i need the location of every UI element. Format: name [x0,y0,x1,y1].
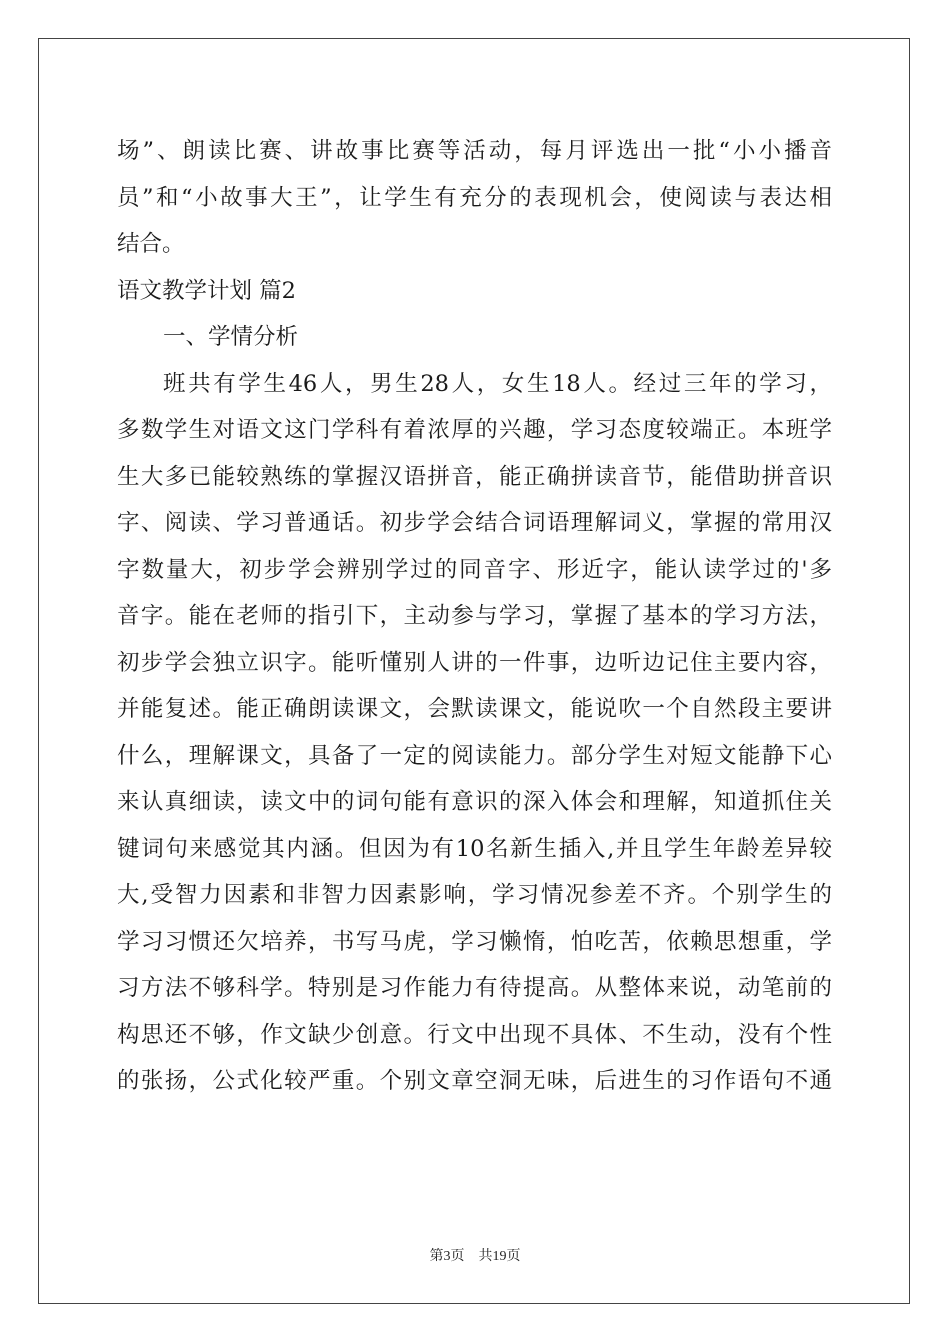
text-line: 的张扬，公式化较严重。个别文章空洞无味，后进生的习作语句不通 [117,1068,832,1094]
section-title: 语文教学计划 篇2 [117,277,296,304]
text-line: 键词句来感觉其内涵。但因为有10名新生插入,并且学生年龄差异较 [117,835,832,862]
text-line: 学习习惯还欠培养，书写马虎，学习懒惰，怕吃苦，依赖思想重，学 [117,928,832,955]
text-line: 初步学会独立识字。能听懂别人讲的一件事，边听边记住主要内容， [117,649,832,676]
text-line: 习方法不够科学。特别是习作能力有待提高。从整体来说，动笔前的 [117,975,832,1001]
page-total: 共19页 [478,1249,521,1264]
text-line: 来认真细读，读文中的词句能有意识的深入体会和理解，知道抓住关 [117,789,832,815]
text-line: 多数学生对语文这门学科有着浓厚的兴趣，学习态度较端正。本班学 [117,417,832,443]
page-number: 第3页 [429,1249,465,1264]
text-line: 大,受智力因素和非智力因素影响，学习情况参差不齐。个别学生的 [117,882,832,908]
text-line: 构思还不够，作文缺少创意。行文中出现不具体、不生动，没有个性 [117,1021,832,1048]
text-line: 字、阅读、学习普通话。初步学会结合词语理解词义，掌握的常用汉 [117,510,832,536]
text-line: 场”、朗读比赛、讲故事比赛等活动，每月评选出一批“小小播音 [117,138,832,164]
text-line: 结合。 [117,231,185,257]
text-line: 并能复述。能正确朗读课文，会默读课文，能说吹一个自然段主要讲 [117,696,832,722]
text-line: 员”和“小故事大王”，让学生有充分的表现机会，使阅读与表达相 [117,184,832,211]
text-line: 什么，理解课文，具备了一定的阅读能力。部分学生对短文能静下心 [117,742,832,769]
text-line: 音字。能在老师的指引下，主动参与学习，掌握了基本的学习方法， [117,603,832,629]
page-footer [0,1245,950,1265]
document-body [117,128,832,1105]
text-line: 班共有学生46人，男生28人，女生18人。经过三年的学习， [163,370,832,397]
text-line: 字数量大，初步学会辨别学过的同音字、形近字，能认读学过的'多 [117,556,832,583]
paragraph [117,361,832,1105]
text-line: 生大多已能较熟练的掌握汉语拼音，能正确拼读音节，能借助拼音识 [117,463,832,490]
subheading: 一、学情分析 [163,324,299,350]
